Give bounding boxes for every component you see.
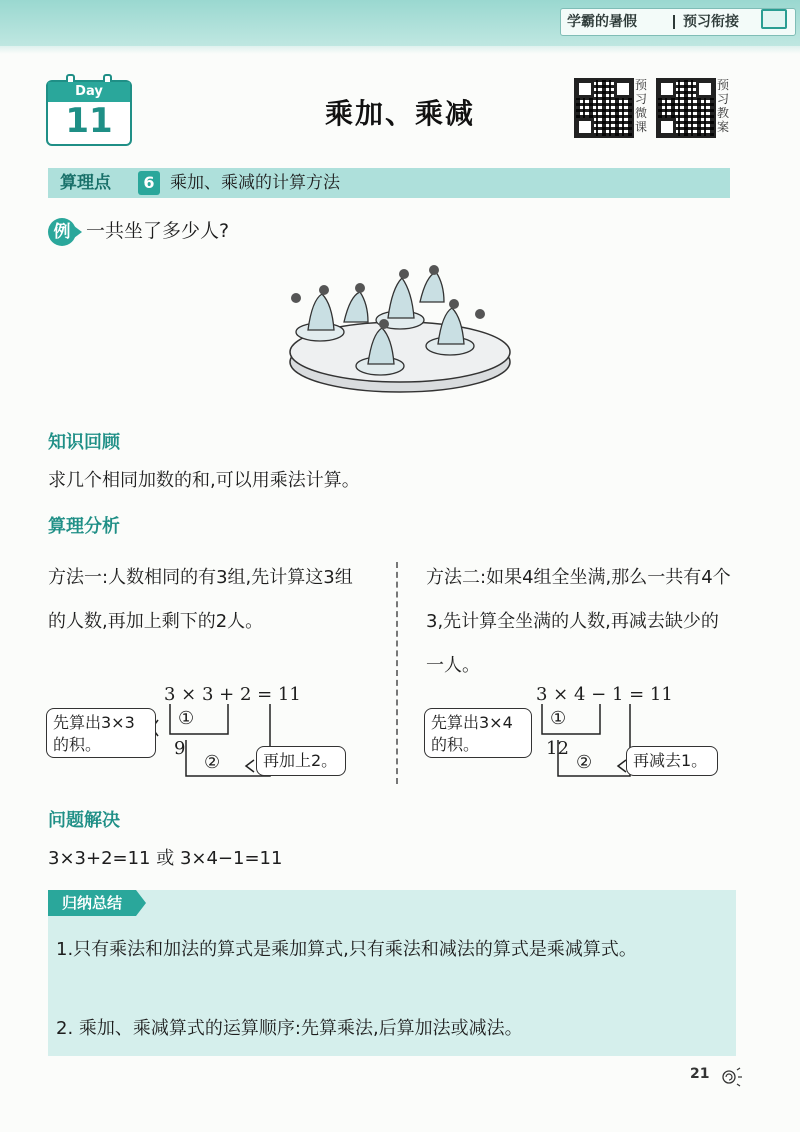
solution-text: 3×3+2=11 或 3×4−1=11 [48,848,283,869]
method1-step2-callout: 再加上2。 [256,746,346,776]
summary-tag-arrow-icon [136,890,146,916]
page-number: 21 [690,1066,710,1082]
summary-tag: 归纳总结 [48,890,136,916]
book-icon [761,9,787,29]
series-label [560,8,796,36]
method2-step1-callout: 先算出3×4的积。 [424,708,532,758]
method2-intermediate: 12 [546,738,569,759]
qr-finder-icon [576,80,594,98]
qr-label-micro-lesson: 预习微课 [634,78,647,134]
example-badge: 例 [48,218,76,246]
section-title: 乘加、乘减的计算方法 [170,173,340,193]
qr-label-lesson-plan: 预习教案 [716,78,729,134]
method1-equation: 3 × 3 + 2 = 11 [164,684,301,705]
summary-point-1: 1.只有乘法和加法的算式是乘加算式,只有乘法和减法的算式是乘减算式。 [56,939,637,960]
knowledge-review-heading: 知识回顾 [48,432,120,453]
method1-intermediate: 9 [174,738,186,759]
method1-step1-callout: 先算出3×3的积。 [46,708,156,758]
day-label: Day [48,82,130,102]
knowledge-review-text: 求几个相同加数的和,可以用乘法计算。 [48,470,360,491]
page-title: 乘加、乘减 [324,97,475,130]
method2-equation: 3 × 4 − 1 = 11 [536,684,673,705]
qr-code-micro-lesson[interactable] [574,78,634,138]
solution-heading: 问题解决 [48,810,120,831]
example-arrow-icon [74,226,82,238]
qr-finder-icon [576,118,594,136]
section-tag: 算理点 [60,173,111,193]
section-header [48,168,730,198]
series-title: 学霸的暑假 [567,14,637,30]
carousel-illustration [280,262,520,402]
example-question: 一共坐了多少人? [86,220,230,242]
qr-finder-icon [696,80,714,98]
qr-finder-icon [658,118,676,136]
top-band-shadow [0,46,800,54]
qr-code-lesson-plan[interactable] [656,78,716,138]
qr-finder-icon [614,80,632,98]
series-subtitle: 预习衔接 [683,14,739,30]
method-divider [396,562,398,784]
section-number: 6 [138,171,160,195]
series-separator [673,15,675,29]
day-number: 11 [65,101,113,141]
analysis-heading: 算理分析 [48,516,120,537]
method1-text: 方法一:人数相同的有3组,先计算这3组的人数,再加上剩下的2人。 [48,567,353,632]
sun-swirl-icon [716,1066,742,1088]
qr-finder-icon [658,80,676,98]
method1-step1-box: ① [178,708,195,729]
method2-step2-callout: 再减去1。 [626,746,718,776]
method2-text: 方法二:如果4组全坐满,那么一共有4个3,先计算全坐满的人数,再减去缺少的一人。 [426,567,731,676]
summary-point-2: 2. 乘加、乘减算式的运算顺序:先算乘法,后算加法或减法。 [56,1018,523,1039]
method1-step2-box: ② [204,752,221,773]
method2-step1-box: ① [550,708,567,729]
day-badge [46,80,132,146]
method2-step2-box: ② [576,752,593,773]
